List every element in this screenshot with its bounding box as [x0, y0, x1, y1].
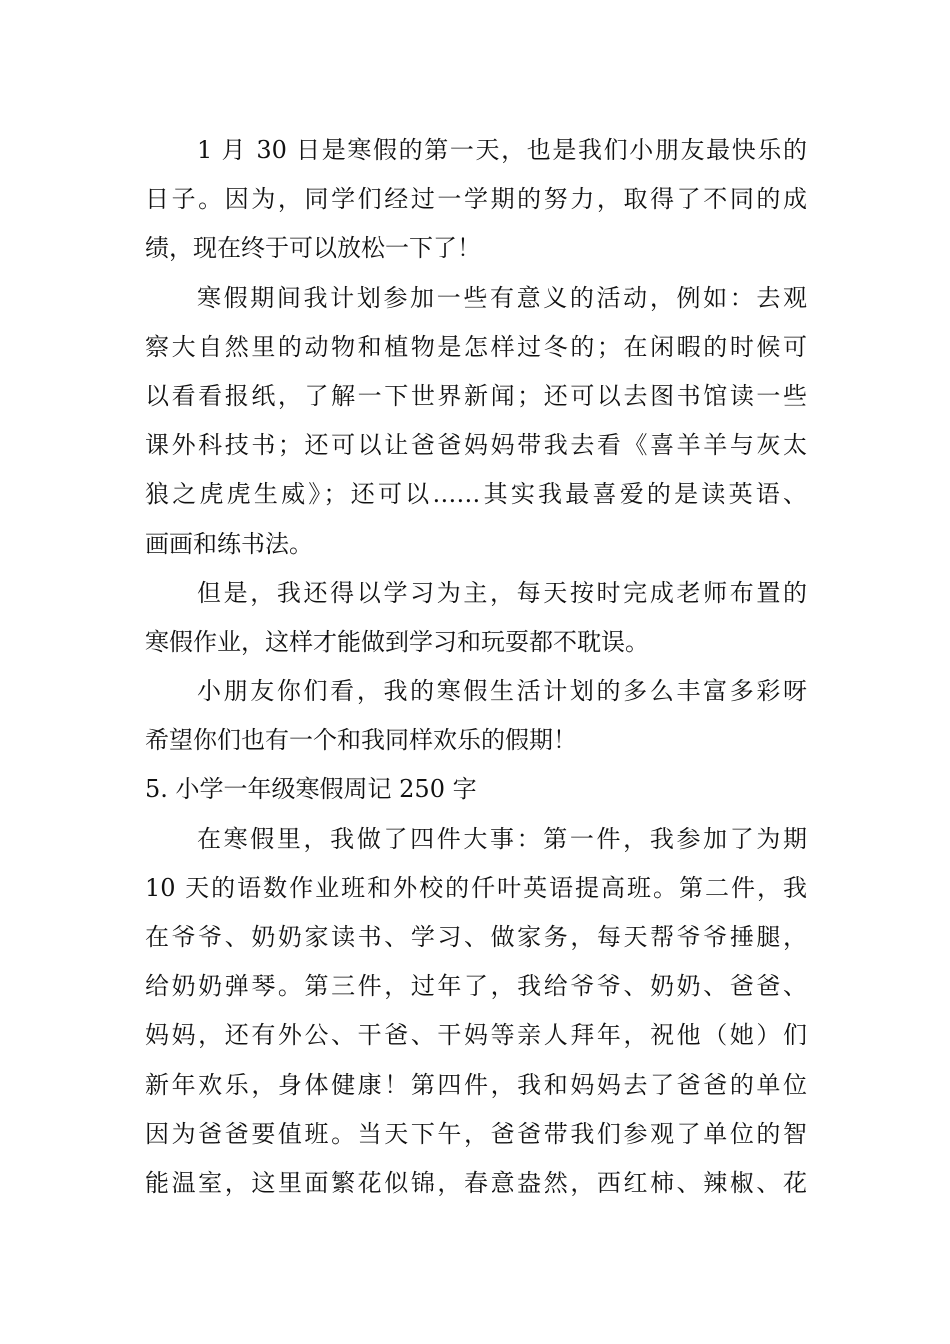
text-line: 绩，现在终于可以放松一下了！	[145, 234, 481, 263]
text-line: 课外科技书；还可以让爸爸妈妈带我去看《喜羊羊与灰太	[145, 431, 807, 460]
text-line: 画画和练书法。	[145, 529, 313, 558]
text-line: 给奶奶弹琴。第三件，过年了，我给爷爷、奶奶、爸爸、	[145, 972, 807, 1001]
text-line: 狼之虎虎生威》；还可以……其实我最喜爱的是读英语、	[145, 480, 807, 509]
text-line: 能温室，这里面繁花似锦，春意盎然，西红柿、辣椒、花	[145, 1168, 807, 1197]
text-line: 察大自然里的动物和植物是怎样过冬的；在闲暇的时候可	[145, 332, 807, 361]
text-line: 但是，我还得以学习为主，每天按时完成老师布置的	[197, 578, 807, 607]
text-line: 新年欢乐，身体健康！第四件，我和妈妈去了爸爸的单位	[145, 1070, 807, 1099]
text-line: 寒假作业，这样才能做到学习和玩耍都不耽误。	[145, 627, 649, 656]
text-line: 在寒假里，我做了四件大事：第一件，我参加了为期	[197, 824, 807, 853]
text-line: 希望你们也有一个和我同样欢乐的假期！	[145, 726, 577, 755]
text-line: 因为爸爸要值班。当天下午，爸爸带我们参观了单位的智	[145, 1119, 807, 1148]
text-line: 1 月 30 日是寒假的第一天，也是我们小朋友最快乐的	[197, 136, 807, 164]
text-line: 以看看报纸，了解一下世界新闻；还可以去图书馆读一些	[145, 381, 807, 410]
text-line: 寒假期间我计划参加一些有意义的活动，例如：去观	[197, 283, 807, 312]
section-heading: 5. 小学一年级寒假周记 250 字	[145, 775, 477, 804]
text-line: 10 天的语数作业班和外校的仟叶英语提高班。第二件，我	[145, 873, 807, 902]
text-line: 日子。因为，同学们经过一学期的努力，取得了不同的成	[145, 185, 807, 214]
text-line: 妈妈，还有外公、干爸、干妈等亲人拜年，祝他（她）们	[145, 1021, 807, 1050]
document-body	[145, 126, 807, 1208]
text-line: 在爷爷、奶奶家读书、学习、做家务，每天帮爷爷捶腿，	[145, 923, 807, 951]
text-line: 小朋友你们看，我的寒假生活计划的多么丰富多彩呀	[197, 677, 807, 706]
